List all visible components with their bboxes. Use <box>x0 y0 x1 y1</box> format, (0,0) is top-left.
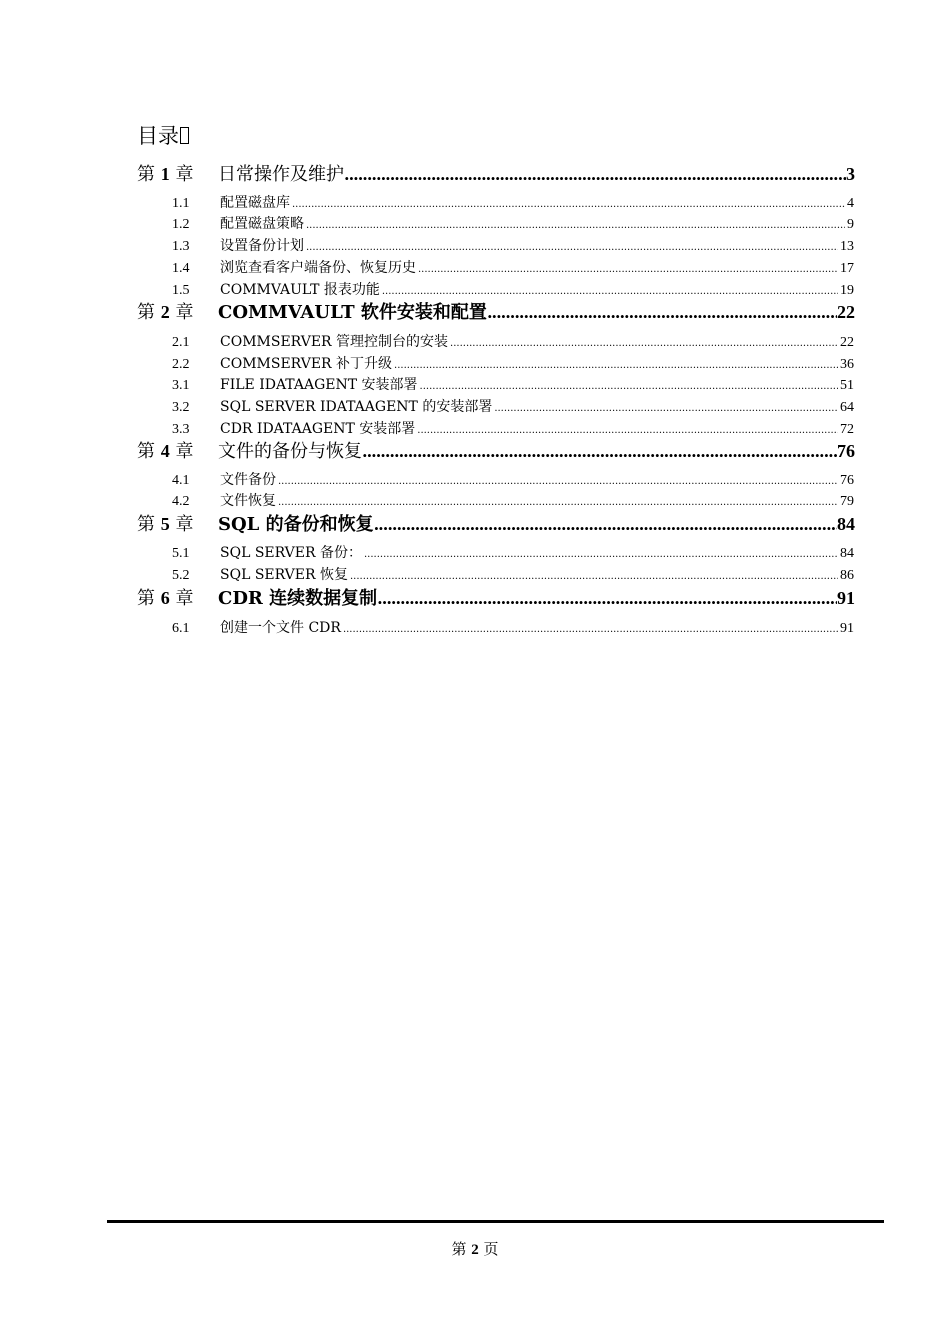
toc-title <box>137 122 189 150</box>
section-number: 2.2 <box>172 357 190 372</box>
chapter-label: 第 6 章 <box>137 588 194 609</box>
section-number: 4.2 <box>172 494 190 509</box>
toc-section-1-1[interactable] <box>172 192 854 212</box>
toc-section-2-2[interactable] <box>172 353 854 373</box>
section-title: 配置磁盘库 <box>220 195 290 211</box>
chapter-title: 文件的备份与恢复 <box>218 441 362 462</box>
chapter-page-number: 3 <box>846 164 855 184</box>
section-title: COMMSERVER 补丁升级 <box>220 356 393 372</box>
toc-chapter-1[interactable] <box>137 160 855 184</box>
chapter-label: 第 1 章 <box>137 164 194 185</box>
section-page-number: 72 <box>840 422 854 437</box>
dot-leader <box>418 264 838 275</box>
section-title: 文件恢复 <box>220 493 276 509</box>
toc-section-1-2[interactable] <box>172 213 854 233</box>
section-page-number: 9 <box>847 217 854 232</box>
section-page-number: 91 <box>840 621 854 636</box>
section-page-number: 17 <box>840 261 854 276</box>
toc-section-4-1[interactable] <box>172 469 854 489</box>
section-title: 浏览查看客户端备份、恢复历史 <box>220 260 416 276</box>
dot-leader <box>417 425 838 436</box>
toc-section-1-4[interactable] <box>172 257 854 277</box>
section-number: 6.1 <box>172 621 190 636</box>
section-page-number: 13 <box>840 239 854 254</box>
toc-section-3-3[interactable] <box>172 418 854 438</box>
section-number: 1.5 <box>172 283 190 298</box>
section-page-number: 64 <box>840 400 854 415</box>
section-title: 文件备份 <box>220 472 276 488</box>
toc-chapter-5[interactable] <box>137 510 855 534</box>
section-number: 5.1 <box>172 546 190 561</box>
toc-section-3-2[interactable] <box>172 396 854 416</box>
section-title: FILE IDATAAGENT 安装部署 <box>220 377 418 393</box>
chapter-label: 第 4 章 <box>137 441 194 462</box>
chapter-title: SQL 的备份和恢复 <box>218 514 374 535</box>
dot-leader <box>292 199 845 210</box>
dot-leader <box>350 571 838 582</box>
dot-leader <box>278 476 838 487</box>
section-page-number: 76 <box>840 473 854 488</box>
toc-title-text: 目录 <box>137 124 179 148</box>
page-footer: 第 2 页 <box>451 1240 499 1258</box>
dot-leader <box>344 165 846 184</box>
dot-leader <box>420 381 838 392</box>
section-page-number: 51 <box>840 378 854 393</box>
chapter-page-number: 22 <box>837 302 855 322</box>
section-title: 设置备份计划 <box>220 238 304 254</box>
footer-page-number: 2 <box>471 1242 479 1258</box>
toc-section-2-1[interactable] <box>172 331 854 351</box>
section-title: COMMVAULT 报表功能 <box>220 282 380 298</box>
toc-section-1-5[interactable] <box>172 279 854 299</box>
section-number: 1.4 <box>172 261 190 276</box>
section-number: 5.2 <box>172 568 190 583</box>
dot-leader <box>306 220 845 231</box>
section-title: COMMSERVER 管理控制台的安装 <box>220 334 449 350</box>
dot-leader <box>362 442 837 461</box>
section-page-number: 22 <box>840 335 854 350</box>
chapter-label: 第 2 章 <box>137 302 194 323</box>
section-page-number: 36 <box>840 357 854 372</box>
toc-chapter-4[interactable] <box>137 437 855 461</box>
section-title: CDR IDATAAGENT 安装部署 <box>220 421 416 437</box>
toc-section-3-1[interactable] <box>172 374 854 394</box>
chapter-page-number: 76 <box>837 441 855 461</box>
chapter-title: 日常操作及维护 <box>218 164 344 185</box>
toc-section-5-2[interactable] <box>172 564 854 584</box>
dot-leader <box>450 338 838 349</box>
section-title: SQL SERVER 恢复 <box>220 567 348 583</box>
toc-section-5-1[interactable] <box>172 542 854 562</box>
toc-section-4-2[interactable] <box>172 490 854 510</box>
section-number: 1.2 <box>172 217 190 232</box>
dot-leader <box>394 360 838 371</box>
section-number: 2.1 <box>172 335 190 350</box>
placeholder-glyph-icon <box>180 127 189 144</box>
section-page-number: 86 <box>840 568 854 583</box>
dot-leader <box>382 286 838 297</box>
chapter-title: COMMVAULT 软件安装和配置 <box>218 302 487 323</box>
section-title: SQL SERVER IDATAAGENT 的安装部署 <box>220 399 493 415</box>
toc-chapter-2[interactable] <box>137 298 855 322</box>
toc-section-1-3[interactable] <box>172 235 854 255</box>
section-page-number: 84 <box>840 546 854 561</box>
dot-leader <box>494 403 838 414</box>
footer-rule <box>107 1220 884 1223</box>
section-number: 3.1 <box>172 378 190 393</box>
dot-leader <box>377 589 837 608</box>
section-page-number: 4 <box>847 196 854 211</box>
dot-leader <box>306 242 838 253</box>
dot-leader <box>374 515 837 534</box>
toc-chapter-6[interactable] <box>137 584 855 608</box>
dot-leader <box>364 549 838 560</box>
section-page-number: 79 <box>840 494 854 509</box>
chapter-page-number: 91 <box>837 588 855 608</box>
section-number: 3.3 <box>172 422 190 437</box>
section-title: 创建一个文件 CDR <box>220 620 341 636</box>
dot-leader <box>343 624 838 635</box>
chapter-title: CDR 连续数据复制 <box>218 588 378 609</box>
dot-leader <box>487 303 837 322</box>
chapter-label: 第 5 章 <box>137 514 194 535</box>
dot-leader <box>278 497 838 508</box>
section-number: 1.1 <box>172 196 190 211</box>
section-number: 1.3 <box>172 239 190 254</box>
section-title: SQL SERVER 备份： <box>220 545 362 561</box>
chapter-page-number: 84 <box>837 514 855 534</box>
toc-section-6-1[interactable] <box>172 617 854 637</box>
section-number: 3.2 <box>172 400 190 415</box>
section-title: 配置磁盘策略 <box>220 216 304 232</box>
section-number: 4.1 <box>172 473 190 488</box>
section-page-number: 19 <box>840 283 854 298</box>
